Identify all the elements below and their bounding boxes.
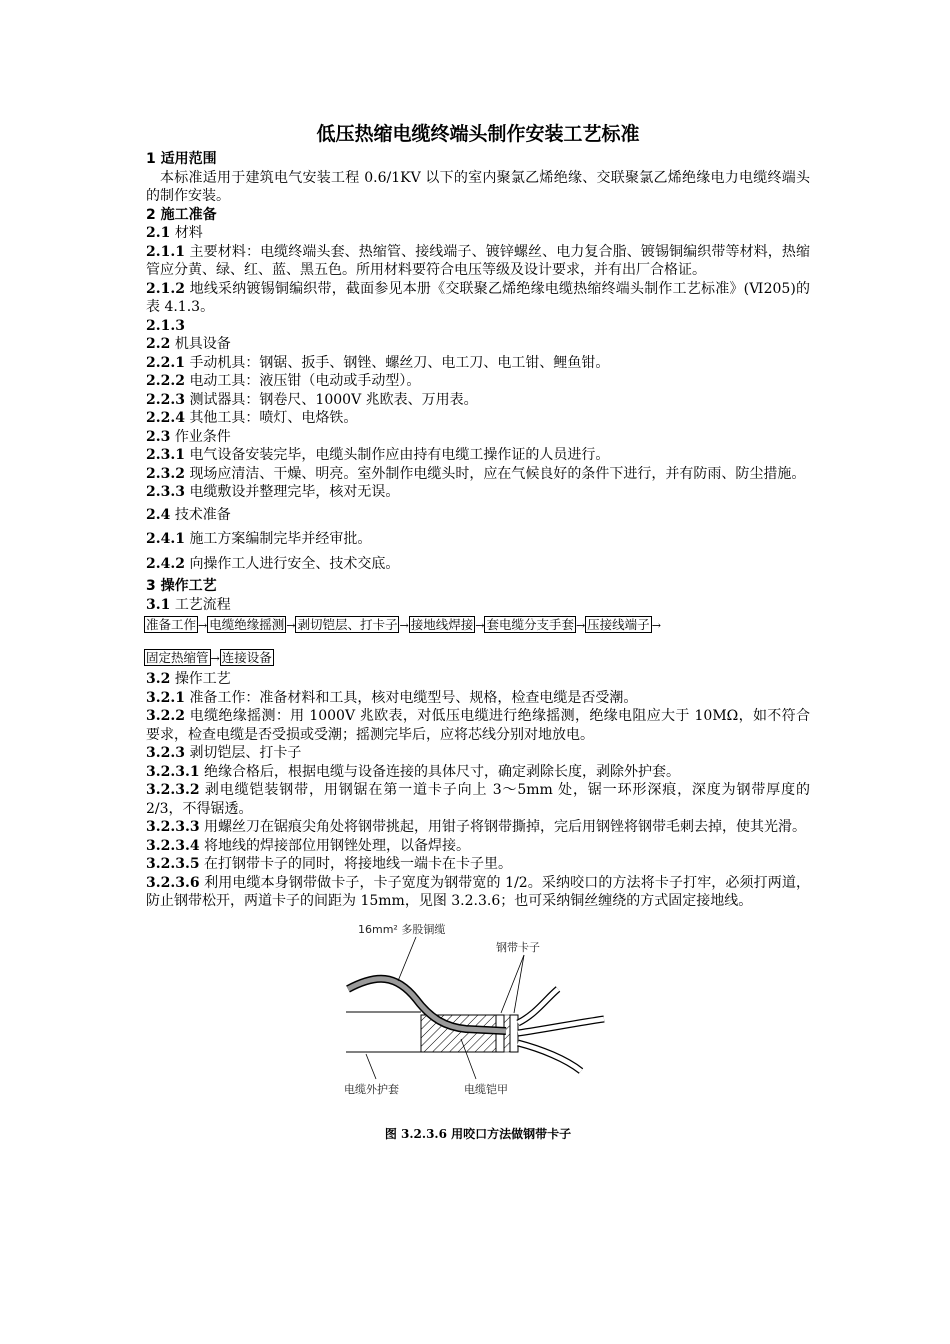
- flow-arrow: →: [475, 619, 485, 632]
- flow-step-2: 电缆绝缘摇测: [209, 617, 285, 632]
- flow-step-5: 套电缆分支手套: [486, 617, 574, 632]
- process-flow-row-1: [144, 616, 810, 635]
- flow-arrow: →: [198, 619, 208, 632]
- section-3-2-3-6: 3.2.3.6 利用电缆本身钢带做卡子，卡子宽度为钢带宽的 1/2。采纳咬口的方法将卡子打牢，必须打两道，防止钢带松开，两道卡子的间距为 15mm，见图 3.2.3.6；也可采纳铜丝缠绕的方式固定接地线。: [146, 874, 811, 909]
- section-3-2: 3.2 操作工艺: [146, 671, 231, 687]
- section-2-4: 2.4 技术准备: [146, 506, 231, 523]
- section-3-2-3-1: 3.2.3.1 绝缘合格后，根据电缆与设备连接的具体尺寸，确定剥除长度，剥除外护套。: [146, 763, 681, 780]
- label-copper-wire: 16mm² 多股铜缆: [358, 922, 446, 936]
- flow-step-6: 压接线端子: [587, 617, 650, 632]
- section-2-2-1: 2.2.1 手动机具：钢锯、扳手、钢锉、螺丝刀、电工刀、电工钳、鲤鱼钳。: [146, 354, 610, 371]
- flow-arrow: →: [399, 619, 409, 632]
- section-2-heading: 2 施工准备: [146, 206, 217, 223]
- section-2-1: 2.1 材料: [146, 225, 203, 241]
- section-1-text: 本标准适用于建筑电气安装工程 0.6/1KV 以下的室内聚氯乙烯绝缘、交联聚氯乙烯绝缘电力电缆终端头的制作安装。: [146, 169, 810, 204]
- section-2-4-1: 2.4.1 施工方案编制完毕并经审批。: [146, 531, 372, 547]
- section-2-3-1: 2.3.1 电气设备安装完毕，电缆头制作应由持有电缆工操作证的人员进行。: [146, 447, 610, 463]
- section-2-2: 2.2 机具设备: [146, 336, 231, 352]
- label-cable-armor: 电缆铠甲: [464, 1082, 508, 1096]
- leader-wire: [398, 937, 416, 981]
- section-3-2-3-2: 3.2.3.2 剥电缆铠装钢带，用钢锯在第一道卡子向上 3～5mm 处，锯一环形深痕，深度为钢带厚度的 2/3，不得锯透。: [146, 782, 811, 817]
- section-2-2-3: 2.2.3 测试器具：钢卷尺、1000V 兆欧表、万用表。: [146, 391, 478, 408]
- section-3-2-3-3: 3.2.3.3 用螺丝刀在锯痕尖角处将钢带挑起，用钳子将钢带撕掉，完后用钢锉将钢带毛刺去掉，使其光滑。: [146, 819, 807, 835]
- leader-sheath: [366, 1054, 376, 1079]
- flow-arrow: →: [575, 619, 586, 632]
- flow-step-7: 固定热缩管: [146, 650, 209, 665]
- flow-arrow: →: [651, 619, 661, 632]
- section-2-1-2: 2.1.2 地线采纳镀锡铜编织带，截面参见本册《交联聚乙烯绝缘电缆热缩终端头制作工艺标准》(Ⅵ205)的表 4.1.3。: [146, 280, 810, 315]
- document-page: [146, 120, 810, 1142]
- section-3-2-1: 3.2.1 准备工作：准备材料和工具，核对电缆型号、规格，检查电缆是否受潮。: [146, 689, 638, 706]
- section-2-3-3: 2.3.3 电缆敷设并整理完毕，核对无误。: [146, 484, 400, 500]
- section-2-4-2: 2.4.2 向操作工人进行安全、技术交底。: [146, 555, 400, 572]
- flow-step-3: 剥切铠层、打卡子: [297, 617, 398, 632]
- section-3-2-3: 3.2.3 剥切铠层、打卡子: [146, 745, 302, 761]
- section-2-3: 2.3 作业条件: [146, 428, 231, 445]
- document-title: 低压热缩电缆终端头制作安装工艺标准: [316, 123, 640, 145]
- section-3-2-3-5: 3.2.3.5 在打钢带卡子的同时，将接地线一端卡在卡子里。: [146, 856, 513, 872]
- flow-arrow: →: [286, 619, 296, 632]
- section-2-1-3: 2.1.3: [146, 317, 185, 334]
- label-outer-sheath: 电缆外护套: [344, 1082, 399, 1096]
- flow-arrow: →: [210, 652, 220, 665]
- cable-clamp-diagram: [336, 919, 626, 1109]
- section-2-1-1: 2.1.1 主要材料：电缆终端头套、热缩管、接线端子、镀锌螺丝、电力复合脂、镀锡铜编织带等材料，热缩管应分黄、绿、红、蓝、黑五色。所用材料要符合电压等级及设计要求，并有出厂合格证。: [146, 243, 811, 278]
- section-3-2-3-4: 3.2.3.4 将地线的焊接部位用钢锉处理，以备焊接。: [146, 837, 471, 854]
- section-3-heading: 3 操作工艺: [146, 578, 217, 594]
- leader-clamp-2: [514, 955, 524, 1013]
- flow-step-4: 接地线焊接: [410, 617, 474, 632]
- core-2: [518, 1019, 604, 1033]
- section-2-2-2: 2.2.2 电动工具：液压钳（电动或手动型）。: [146, 373, 421, 389]
- figure-caption: 图 3.2.3.6 用咬口方法做钢带卡子: [384, 1126, 572, 1141]
- figure-cable-clamp: [146, 919, 810, 1119]
- leader-clamp-1: [501, 955, 524, 1013]
- section-2-2-4: 2.2.4 其他工具：喷灯、电烙铁。: [146, 410, 358, 426]
- section-1-heading: 1 适用范围: [146, 151, 217, 167]
- section-2-3-2: 2.3.2 现场应清洁、干燥、明亮。室外制作电缆头时，应在气候良好的条件下进行，并有防雨、防尘措施。: [146, 465, 806, 482]
- flow-step-1: 准备工作: [146, 617, 197, 632]
- section-3-1: 3.1 工艺流程: [146, 596, 231, 613]
- flow-step-8: 连接设备: [221, 650, 272, 665]
- core-1: [518, 989, 558, 1023]
- process-flow-row-2: [144, 649, 810, 668]
- section-3-2-2: 3.2.2 电缆绝缘摇测：用 1000V 兆欧表，对低压电缆进行绝缘摇测，绝缘电阻应大于 10MΩ，如不符合要求，检查电缆是否受损或受潮；摇测完毕后，应将芯线分别对地放电。: [146, 708, 810, 743]
- label-steel-clamp: 钢带卡子: [496, 940, 540, 954]
